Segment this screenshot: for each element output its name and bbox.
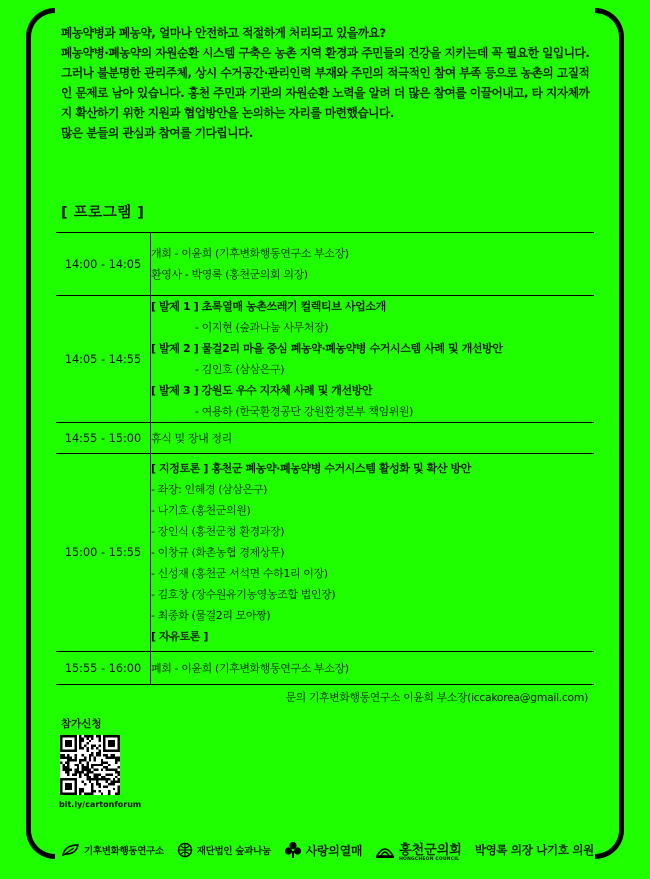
council-emblem-icon: [375, 841, 395, 859]
inquiry-contact: 문의 기후변화행동연구소 이윤희 부소장(iccakorea@gmail.com): [285, 691, 588, 704]
logo-text: 홍천군의회: [399, 842, 462, 858]
talk-speaker: - 여용하 (한국환경공단 강원환경본부 책임위원): [195, 405, 414, 418]
registration-link[interactable]: bit.ly/cartonforum: [59, 800, 142, 809]
schedule-time: 15:00 - 15:55: [56, 454, 151, 652]
logo-forest-and-sharing: [177, 842, 271, 858]
panelist: - 최종화 (물걸2리 모아짱): [151, 609, 271, 622]
intro-text: [61, 23, 596, 143]
schedule-time: 15:55 - 16:00: [56, 652, 151, 685]
right-bracket-decoration: [595, 8, 624, 859]
panelist: - 신성재 (홍천군 서석면 수하1리 이장): [151, 567, 328, 580]
globe-icon: [177, 842, 193, 858]
logo-climate-action-institute: [62, 843, 164, 857]
footer-logos: [62, 838, 594, 862]
schedule-item: 개회 - 이윤희 (기후변화행동연구소 부소장): [151, 247, 349, 260]
schedule-row: [56, 296, 594, 423]
logo-fruits-of-love: [284, 841, 362, 859]
schedule-item: 환영사 - 박영록 (홍천군의회 의장): [151, 268, 308, 281]
talk-title: [ 발제 1 ] 초록열매 농촌쓰레기 컬렉티브 사업소개: [151, 300, 386, 313]
talk-speaker: - 이지현 (숲과나눔 사무처장): [195, 321, 329, 334]
leaf-icon: [62, 843, 80, 857]
schedule-row: [56, 652, 594, 685]
panelist: - 장인식 (홍천군청 환경과장): [151, 525, 285, 538]
fruit-cluster-icon: [284, 841, 302, 859]
schedule-row: [56, 454, 594, 652]
logo-subtext: HONGCHEON COUNCIL: [399, 856, 460, 862]
panelist: - 좌장: 인혜경 (삼삼은구): [151, 483, 267, 496]
schedule-time: 14:00 - 14:05: [56, 233, 151, 296]
talk-title: [ 발제 3 ] 강원도 우수 지자체 사례 및 개선방안: [151, 384, 373, 397]
panelist: - 이창규 (화촌농협 경제상무): [151, 546, 285, 559]
program-schedule-table: [56, 232, 594, 685]
qr-code[interactable]: [60, 735, 120, 795]
intro-question: 폐농약병과 폐농약, 얼마나 안전하고 적절하게 처리되고 있을까요?: [61, 26, 386, 40]
logo-text: 재단법인 숲과나눔: [196, 846, 271, 857]
panelist: - 나기호 (홍천군의원): [151, 504, 251, 517]
intro-importance: 폐농약병·폐농약의 자원순환 시스템 구축은 농촌 지역 환경과 주민들의 건강을 지키는데 꼭 필요한 일입니다.: [61, 46, 590, 60]
intro-problem: 그러나 불분명한 관리주체, 상시 수거공간·관리인력 부재와 주민의 적극적인 참여 부족 등으로 농촌의 고질적인 문제로 남아 있습니다. 홍천 주민과 기관의 자원순환 노력을 알려 더 많은 참여를 이끌어내고, 타 지자체까지 확산하기 위한 지원과 협업방안을 논의하는 자리를 마련했습니다.: [61, 66, 590, 120]
schedule-row: [56, 423, 594, 454]
logo-text: 기후변화행동연구소: [84, 846, 164, 857]
registration-label: 참가신청: [61, 718, 102, 730]
schedule-item: 휴식 및 장내 정리: [151, 431, 232, 445]
logo-hongcheon-council: [375, 839, 462, 862]
discussion-title: [ 지정토론 ] 홍천군 폐농약·폐농약병 수거시스템 활성화 및 확산 방안: [151, 462, 471, 475]
council-members: 박영록 의장 나기호 의원: [474, 843, 594, 857]
schedule-row: [56, 233, 594, 296]
program-heading: [ 프로그램 ]: [61, 205, 145, 221]
talk-speaker: - 김인호 (삼삼은구): [195, 363, 285, 376]
talk-title: [ 발제 2 ] 물걸2리 마을 중심 폐농약·폐농약병 수거시스템 사례 및 개선방안: [151, 342, 503, 355]
panelist: - 김호창 (장수원유기농영농조합 법인장): [151, 588, 336, 601]
left-bracket-decoration: [26, 8, 55, 859]
free-discussion: [ 자유토론 ]: [151, 630, 209, 643]
schedule-time: 14:05 - 14:55: [56, 296, 151, 423]
schedule-item: 폐회 - 이윤희 (기후변화행동연구소 부소장): [151, 661, 349, 675]
intro-invitation: 많은 분들의 관심과 참여를 기다립니다.: [61, 126, 253, 140]
schedule-time: 14:55 - 15:00: [56, 423, 151, 454]
logo-text: 사랑의열매: [305, 843, 363, 858]
